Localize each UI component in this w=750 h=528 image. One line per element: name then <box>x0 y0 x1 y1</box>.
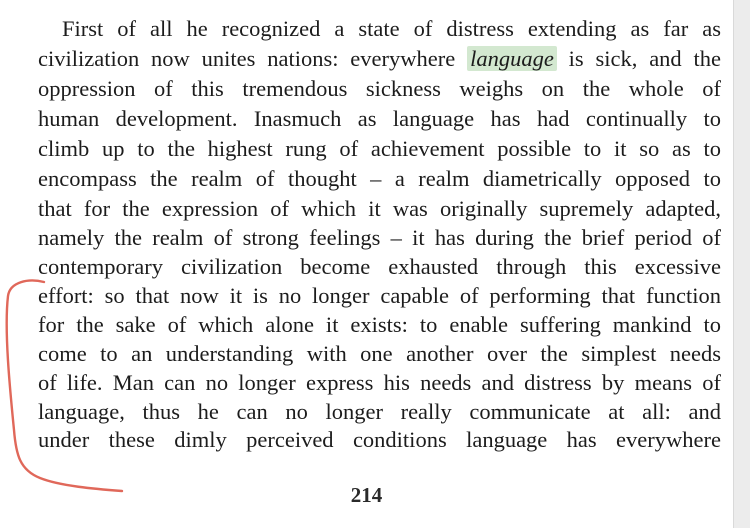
text-line-11: for the sake of which alone it exists: to enable suffering mankind to <box>38 312 721 337</box>
text-line-5: climb up to the highest rung of achievement possible to it so as to <box>38 136 721 161</box>
highlighted-word[interactable]: language <box>467 46 557 71</box>
text-line-9: contemporary civilization become exhausted through this excessive <box>38 254 721 279</box>
text-line-1: First of all he recognized a state of distress extending as far as <box>62 16 721 41</box>
text-line-6: encompass the realm of thought – a realm diametrically opposed to <box>38 166 721 191</box>
text-line-15: under these dimly perceived conditions language has everywhere <box>38 427 721 452</box>
page-edge <box>733 0 750 528</box>
text-line-10: effort: so that now it is no longer capable of performing that function <box>38 283 721 308</box>
text-line-2 <box>38 44 721 74</box>
text-line-13: of life. Man can no longer express his needs and distress by means of <box>38 370 721 395</box>
text-line-8: namely the realm of strong feelings – it has during the brief period of <box>38 225 721 250</box>
text-line-4: human development. Inasmuch as language has had continually to <box>38 106 721 131</box>
text-line-12: come to an understanding with one another over the simplest needs <box>38 341 721 366</box>
text-segment: civilization now unites nations: everywhere <box>38 46 468 71</box>
text-line-3: oppression of this tremendous sickness weighs on the whole of <box>38 76 721 101</box>
text-segment: is sick, and the <box>556 46 721 71</box>
page-number: 214 <box>350 483 383 507</box>
text-line-14: language, thus he can no longer really communicate at all: and <box>38 399 721 424</box>
text-line-7: that for the expression of which it was originally supremely adapted, <box>38 196 721 221</box>
